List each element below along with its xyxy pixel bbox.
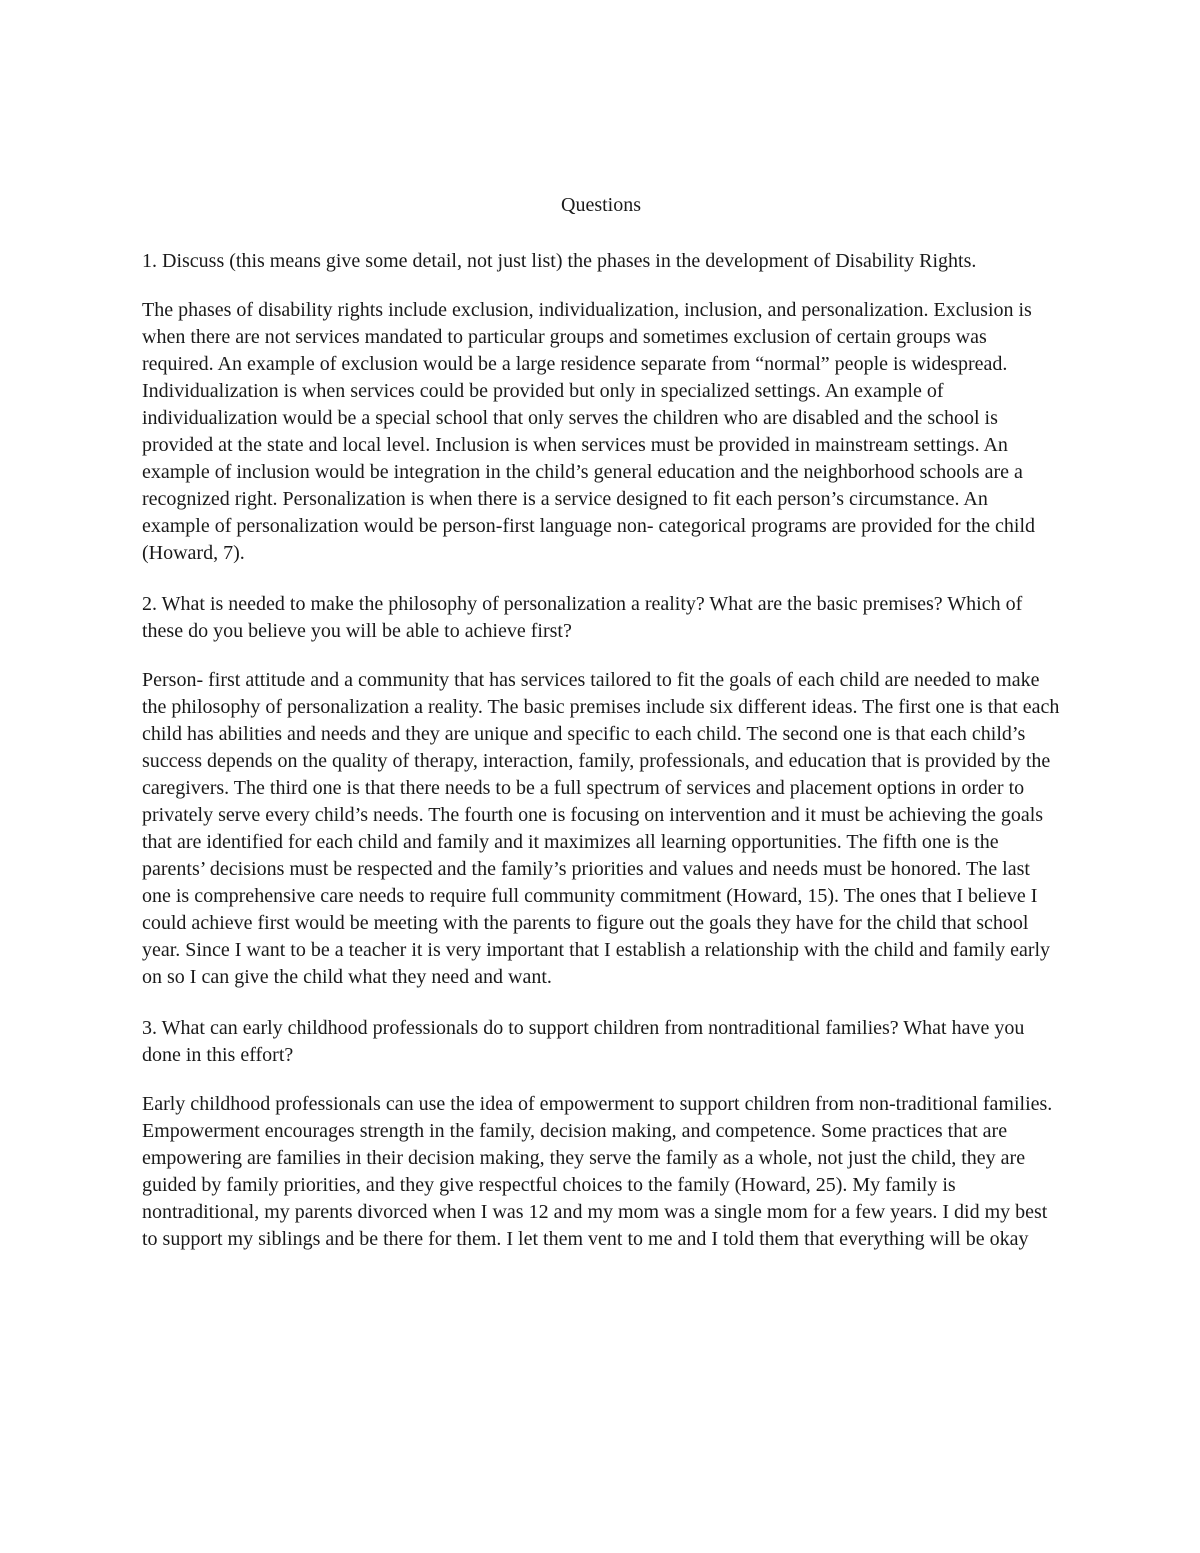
answer-1: The phases of disability rights include exclusion, individualization, inclusion, and personalization. Exclusion is when there are not services mandated to particular groups and sometimes exclusion of certain groups was required. An example of exclusion would be a large residence separate from “normal” people is widespread. Individualization is when services could be provided but only in specialized settings. An example of individualization would be a special school that only serves the children who are disabled and the school is provided at the state and local level. Inclusion is when services must be provided in mainstream settings. An example of inclusion would be integration in the child’s general education and the neighborhood schools are a recognized right. Personalization is when there is a service designed to fit each person’s circumstance. An example of personalization would be person-first language non- categorical programs are provided for the child (Howard, 7). (142, 299, 1036, 564)
question-3: 3. What can early childhood professionals do to support children from nontraditional families? What have you done in this effort? (142, 1017, 1025, 1066)
document-body (142, 190, 1060, 1277)
question-2: 2. What is needed to make the philosophy of personalization a reality? What are the basic premises? Which of these do you believe you will be able to achieve first? (142, 593, 1023, 642)
answer-2: Person- first attitude and a community that has services tailored to fit the goals of each child are needed to make the philosophy of personalization a reality. The basic premises include six different ideas. The first one is that each child has abilities and needs and they are unique and specific to each child. The second one is that each child’s success depends on the quality of therapy, interaction, family, professionals, and education that is provided by the caregivers. The third one is that there needs to be a full spectrum of services and placement options in order to privately serve every child’s needs. The fourth one is focusing on intervention and it must be achieving the goals that are identified for each child and family and it maximizes all learning opportunities. The fifth one is the parents’ decisions must be respected and the family’s priorities and values and needs must be honored. The last one is comprehensive care needs to require full community commitment (Howard, 15). The ones that I believe I could achieve first would be meeting with the parents to figure out the goals they have for the child that school year. Since I want to be a teacher it is very important that I establish a relationship with the child and family early on so I can give the child what they need and want. (142, 669, 1060, 988)
answer-3: Early childhood professionals can use the idea of empowerment to support children from non-traditional families. Empowerment encourages strength in the family, decision making, and competence. Some practices that are empowering are families in their decision making, they serve the family as a whole, not just the child, they are guided by family priorities, and they give respectful choices to the family (Howard, 25). My family is nontraditional, my parents divorced when I was 12 and my mom was a single mom for a few years. I did my best to support my siblings and be there for them. I let them vent to me and I told them that everything will be okay (142, 1093, 1053, 1250)
page-title: Questions (561, 194, 641, 216)
question-1: 1. Discuss (this means give some detail, not just list) the phases in the development of Disability Rights. (142, 250, 977, 272)
